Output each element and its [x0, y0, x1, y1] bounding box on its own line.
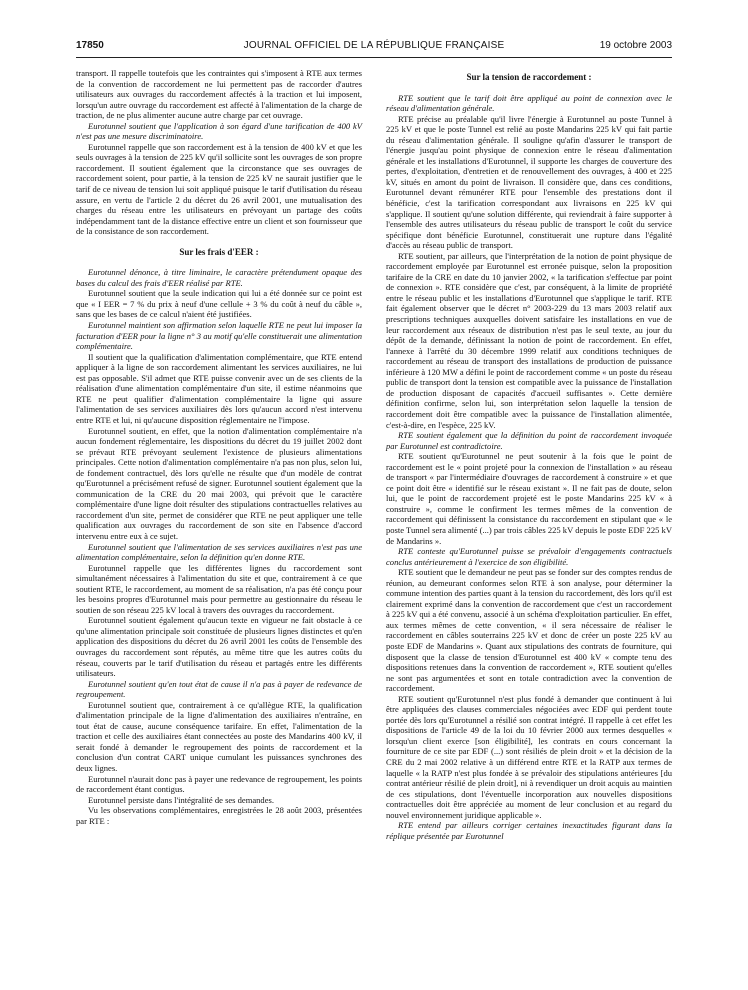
italic-paragraph: RTE entend par ailleurs corriger certaines inexactitudes figurant dans la réplique présentée par Eurotunnel — [386, 820, 672, 841]
italic-paragraph: Eurotunnel soutient qu'en tout état de cause il n'a pas à payer de redevance de regroupement. — [76, 678, 362, 700]
paragraph: Vu les observations complémentaires, enregistrées le 28 août 2003, présentées par RTE : — [76, 805, 362, 826]
italic-paragraph: RTE conteste qu'Eurotunnel puisse se prévaloir d'engagements contractuels conclus antérieurement à l'exercice de son éligibilité. — [386, 546, 672, 567]
paragraph: RTE soutient que le demandeur ne peut pas se fonder sur des comptes rendus de réunion, au demeurant conformes selon RTE à son analyse, pour déterminer la commune intention des parties quant à la tension du raccordement, dès lors qu'il est clairement exprimé dans la convention de raccordement que c'est un raccordement à 225 kV qui a été convenu, associé à un schéma d'exploitation particulier. En effet, aux termes mêmes de cette convention, « il sera nécessaire de réaliser le raccordement en câbles souterrains 225 kV et donc de créer un poste 225 kV au poste EDF de Mandarins ». Quant aux stipulations des contrats de fourniture, qui disposent que la classe de tension d'Eurotunnel est 400 kV « compte tenu des dispositions retenues dans la convention de raccordement », RTE soutient qu'elles ne sont pas argumentées et sont en totale contradiction avec la convention de raccordement. — [386, 567, 672, 694]
paragraph: Eurotunnel soutient, en effet, que la notion d'alimentation complémentaire n'a aucun fondement réglementaire, les dispositions du décret du 19 juillet 2002 dont se prévaut RTE prévoyant seulement l'existence de plusieurs alimentations principales. Cette notion d'alimentation complémentaire n'a pas non plus, selon lui, de fondement contractuel, dès lors qu'elle ne résulte que d'un modèle de contrat qu'Eurotunnel a précisément refusé de signer. Eurotunnel soutient également que la communication de la CRE du 20 mai 2003, qui prévoit que le caractère complémentaire d'une ligne doit résulter des stipulations contractuelles relatives au raccordement d'un site, permet de considérer que RTE ne peut appliquer une telle qualification aux ouvrages du raccordement de son site en l'absence d'accord intervenu entre eux à ce sujet. — [76, 425, 362, 541]
paragraph: RTE soutient, par ailleurs, que l'interprétation de la notion de point physique de raccordement employée par Eurotunnel est erronée puisque, selon la proposition tarifaire de la CRE en date du 10 janvier 2002, « la tarification s'effectue par point de connexion ». RTE considère que c'est, par conséquent, à la limite de propriété entre le réseau public et les installations d'Eurotunnel que s'applique le tarif. RTE fait également observer que le décret n° 2003-229 du 13 mars 2003 relatif aux prescriptions techniques auxquelles doivent satisfaire les installations en vue de leur raccordement aux réseaux de distribution n'est pas le seul texte, au jour du dépôt de la demande, définissant la notion de point de raccordement. En effet, l'annexe à l'arrêté du 30 décembre 1999 relatif aux conditions techniques de raccordement au réseau de transport des installations de production de puissance inférieure à 120 MW a défini le point de raccordement comme « un poste du réseau public de transport dont la tension est compatible avec la puissance de l'installation de production disposant de capacités d'accueil suffisantes ». Cette dernière définition confirme, selon lui, son interprétation selon laquelle la tension de raccordement doit être compatible avec la puissance de l'installation alimentée, c'est-à-dire, en l'espèce, 225 kV. — [386, 250, 672, 430]
publication-date: 19 octobre 2003 — [599, 40, 672, 51]
paragraph: transport. Il rappelle toutefois que les contraintes qui s'imposent à RTE aux termes de la convention de raccordement ne lui permettent pas de raccorder d'autres utilisateurs aux ouvrages du raccordement affectés à la traction et lui imposent, lorsqu'un autre ouvrage du raccordement est affecté à l'alimentation de la charge de traction, de ne plus alimenter aucune autre charge par cet ouvrage. — [76, 68, 362, 121]
paragraph: Eurotunnel persiste dans l'intégralité de ses demandes. — [88, 794, 274, 805]
paragraph: Il soutient que la qualification d'alimentation complémentaire, que RTE entend appliquer à la ligne de son raccordement alimentant les services auxiliaires, ne lui est pas opposable. S'il admet que RTE puisse convenir avec un de ses clients de la réalisation d'une alimentation complémentaire d'un site, il estime néanmoins que RTE ne peut qualifier d'alimentation complémentaire la ligne qui assure l'alimentation de ses services auxiliaires dès lors qu'aucun accord n'est intervenu entre RTE et lui, ni qu'aucune disposition réglementaire ne l'impose. — [76, 351, 362, 425]
italic-paragraph: RTE soutient que le tarif doit être appliqué au point de connexion avec le réseau d'alimentation générale. — [386, 92, 672, 114]
section-heading-frais-eer: Sur les frais d'EER : — [179, 246, 259, 257]
paragraph: Eurotunnel soutient que la seule indication qui lui a été donnée sur ce point est que « I EER = 7 % du prix à neuf d'une cellule + 3 % du coût à neuf du câble », sans que les bases de ce calcul n'aient été justifiées. — [76, 288, 362, 320]
paragraph: RTE précise au préalable qu'il livre l'énergie à Eurotunnel au poste Tunnel à 225 kV et que le poste Tunnel est relié au poste Mandarins 225 kV qui fait partie du réseau d'alimentation générale. Il souligne qu'afin d'assurer le transport de l'énergie jusqu'au point physique de connexion entre le réseau d'alimentation générale et les installations d'Eurotunnel, il supporte les charges de couverture des pertes, d'exploitation, d'entretien et de renouvellement des ouvrages, à 400 et 225 kV, situés en amont du point de livraison. Il considère que, dans ces conditions, Eurotunnel devant rémunérer RTE pour l'ensemble des prestations dont il bénéficie, c'est la tarification correspondant aux livraisons en 225 kV qui s'applique. Il soutient qu'une solution différente, qui reviendrait à faire supporter à l'ensemble des autres utilisateurs du réseau public de transport le coût du service spécifique dont bénéficie Eurotunnel, constituerait une rupture dans l'égalité d'accès au réseau public de transport. — [386, 113, 672, 251]
paragraph: RTE soutient qu'Eurotunnel ne peut soutenir à la fois que le point de raccordement est le « point projeté pour la connexion de l'installation » au réseau de transport « par l'intermédiaire d'ouvrages de raccordement à construire » et que ce point doit être « identifié sur le réseau existant ». Il ne fait pas de doute, selon lui, que le point de raccordement projeté est le poste Mandarins 225 kV « à construire », comme le confirment les termes mêmes de la convention de raccordement qui définissent la consistance du raccordement en stipulant que « le poste Tunnel sera alimenté (...) par trois câbles 225 kV depuis le poste EDF 225 kV de Mandarins ». — [386, 451, 672, 546]
paragraph: Eurotunnel soutient également qu'aucun texte en vigueur ne fait obstacle à ce qu'une alimentation principale soit constituée de plusieurs lignes distinctes et qu'en application des dispositions du décret du 26 avril 2001 les coûts de l'ensemble des ouvrages du raccordement sont réputés, au même titre que les autres coûts du réseau, couverts par le tarif d'utilisation du réseau et partagés entre les différents utilisateurs. — [76, 615, 362, 679]
right-column — [386, 68, 672, 841]
page-header — [76, 40, 672, 54]
paragraph: RTE soutient qu'Eurotunnel n'est plus fondé à demander que continuent à lui être appliquées des clauses commerciales négociées avec EDF qui perdent toute portée dès lors qu'Eurotunnel a résilié son contrat intégré. Il rappelle à cet effet les dispositions de l'article 49 de la loi du 10 février 2000 aux termes desquelles « lorsqu'un client exerce [son éligibilité], les contrats en cours concernant la fourniture de ce site par EDF (...) sont résiliés de plein droit » et la décision de la CRE du 2 mai 2002 relative à un différend entre RTE et la RATP aux termes de laquelle « la RATP n'est plus fondée à se prévaloir des stipulations antérieures [du contrat antérieur résilié de plein droit], ni à revendiquer un droit acquis au maintien de ces stipulations, dont l'éventuelle incorporation aux nouvelles dispositions contractuelles doit être appréciée au moment de leur conclusion et au regard du nouvel environnement juridique applicable ». — [386, 693, 672, 820]
italic-paragraph: Eurotunnel soutient que l'alimentation de ses services auxiliaires n'est pas une alimentation complémentaire, selon la définition qu'en donne RTE. — [76, 541, 362, 563]
journal-title: JOURNAL OFFICIEL DE LA RÉPUBLIQUE FRANÇAISE — [243, 40, 505, 51]
italic-paragraph: RTE soutient également que la définition du point de raccordement invoquée par Eurotunnel est contradictoire. — [386, 430, 672, 451]
paragraph: Eurotunnel rappelle que les différentes lignes du raccordement sont simultanément nécessaires à l'alimentation du site et que, contrairement à ce que soutient RTE, le raccordement, au moment de sa réalisation, n'a pas été conçu pour les besoins propres d'Eurotunnel mais pour permettre au gestionnaire du réseau le soutien de son réseau 225 kV local à travers des ouvrages du raccordement. — [76, 562, 362, 615]
italic-paragraph: Eurotunnel soutient que l'application à son égard d'une tarification de 400 kV n'est pas une mesure discriminatoire. — [76, 120, 362, 142]
paragraph: Eurotunnel soutient que, contrairement à ce qu'allègue RTE, la qualification d'alimentation principale de la ligne d'alimentation des auxiliaires n'entraîne, en tout état de cause, aucune conséquence tarifaire. En effet, l'alimentation de la traction et celle des auxiliaires étant connectées au poste des Mandarins 400 kV, il serait fondé à demander le regroupement des points de raccordement et la conclusion d'un contrat CART unique cumulant les puissances synchrones des deux lignes. — [76, 699, 362, 773]
header-divider — [76, 57, 672, 58]
left-column — [76, 68, 362, 826]
page-number: 17850 — [76, 40, 104, 51]
paragraph: Eurotunnel n'aurait donc pas à payer une redevance de regroupement, les points de raccordement étant contigus. — [76, 773, 362, 795]
section-heading-tension: Sur la tension de raccordement : — [466, 72, 592, 82]
italic-paragraph: Eurotunnel maintient son affirmation selon laquelle RTE ne peut lui imposer la facturation d'EER pour la ligne n° 3 au motif qu'elle constituerait une alimentation complémentaire. — [76, 320, 362, 352]
italic-paragraph: Eurotunnel dénonce, à titre liminaire, le caractère prétendument opaque des bases du calcul des frais d'EER réalisé par RTE. — [76, 267, 362, 288]
paragraph: Eurotunnel rappelle que son raccordement est à la tension de 400 kV et que les seuls ouvrages à la tension de 225 kV qu'il sollicite sont les ouvrages de son propre raccordement. Il soutient également que la circonstance que ses ouvrages de raccordement soient, pour partie, à la tension de 225 kV ne saurait justifier que le tarif de ce niveau de tension lui soit appliqué puisque le tarif d'utilisation du réseau assure, en vertu de l'article 2 du décret du 26 avril 2001, une mutualisation des charges du réseau entre les utilisateurs en prévoyant un partage des coûts indépendamment tant de la distance effective entre un client et son fournisseur que de la consistance de son raccordement. — [76, 141, 362, 237]
